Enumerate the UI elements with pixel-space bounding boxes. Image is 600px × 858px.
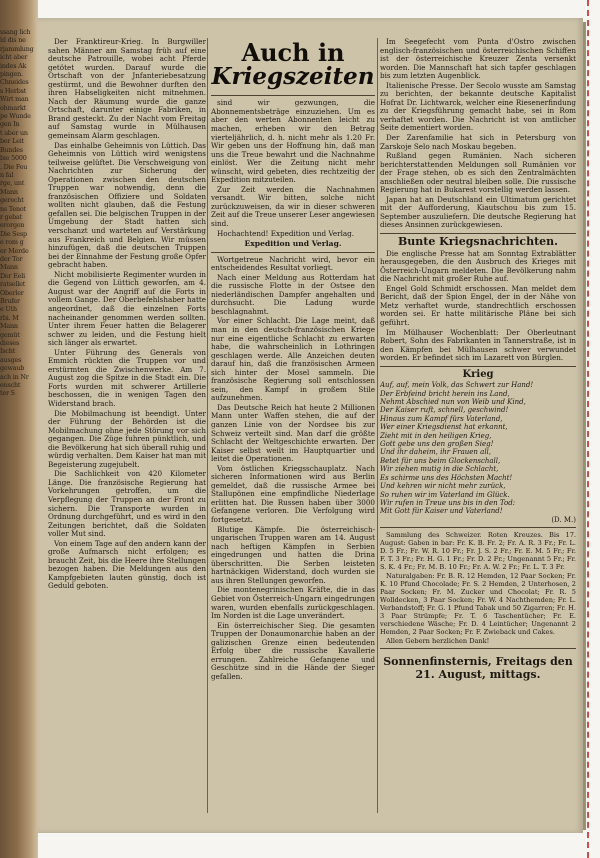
article-paragraph: Nach einer Meldung aus Rotterdam hat die russische Flotte in der Ostsee den niederländischen Dampfer angehalten und durchsucht. Die Ladung wurde beschlagnahmt. [211,272,375,316]
poem-line: Wir rufen in Treue uns bis in den Tod: [380,498,516,507]
previous-page-fragment: Chneides [0,78,29,87]
crop-guide-line [587,0,589,858]
masthead [211,40,375,89]
previous-page-fragment: Oberler [0,288,24,297]
divider [380,527,576,528]
article-paragraph: Unter Führung des Generals von Emmich rückten die Truppen vor und erstürmten die Zwischenwerke. Am 7. August zog die Spitze in die Stadt ein. Die Forts wurden mit schwerer Artillerie beschossen, die in wenigen Tagen den Widerstand brach. [48,347,206,408]
previous-page-fragment: enscht [0,381,21,390]
masthead-line-1: Auch in [241,38,345,67]
poem-line: Zieht mit in den heiligen Krieg, [380,431,492,440]
notice-paragraph: sind wir gezwungen, die Abonnementsbeträge einzuziehen. Um es aber den werten Abonnenten leicht zu machen, erheben wir den Betrag vierteljährlich, d. h. nicht mehr als 1.20 Fr. Wir geben uns der Hoffnung hin, daß man uns die Treue bewahrt und die Nachnahme einlöst. Wer die Zeitung nicht mehr wünscht, wird gebeten, dies rechtzeitig der Expedition mitzuteilen. [211,98,375,185]
column-rule [377,38,378,813]
previous-page-fragment: n fal [0,170,14,179]
article-paragraph: Italienische Presse. Der Secolo wusste am Samstag zu berichten, der bekannte deutsche Kapitalist Hofrat Dr. Lichtwarck, welcher eine Riesenerfindung zu der Kriegsführung gemacht habe, sei in Rom verhaftet worden. Die Nachricht ist von amtlicher Seite dementiert worden. [380,80,576,133]
divider [380,648,576,649]
previous-page-fragment: gerecht [0,196,24,205]
poem-line: Und ihr daheim, ihr Frauen all, [380,448,492,457]
previous-page-fragment: Mann [0,322,18,331]
divider [380,233,576,234]
previous-page-fragment: gen In [0,120,20,129]
previous-page-fragment: t aber un [0,128,28,137]
article-paragraph: Die englische Presse hat am Sonntag Extrablätter herausgegeben, die den Ausbruch des Krieges mit Österreich-Ungarn meldeten. Die Bevölkerung nahm die Nachricht mit großer Ruhe auf. [380,248,576,284]
donation-list-paragraph: Sammlung des Schweizer. Roten Kreuzes. Bis 17. August: Gaben in bar: Fr. K. B. Fr. 2; Fr. A. R. 3 Fr.; Fr. L. D. 5 Fr.; Fr. W. R. 10 Fr.; Fr. J. S. 2 Fr.; Fr. E. M. 5 Fr.; Fr. F. T. 3 Fr.; Fr. H. G. 1 Fr.; Fr. D. 2 Fr.; Ungenannt 5 Fr.; Fr. S. K. 4 Fr.; Fr. M. B. 10 Fr.; Fr. A. W. 2 Fr.; Fr. L. T. 3 Fr. [380,531,576,572]
article-paragraph: Die montenegrinischen Kräfte, die in das Gebiet von Österreich-Ungarn eingedrungen waren, wurden ebenfalls zurückgeschlagen. Im Norden ist die Lage unverändert. [211,585,375,621]
previous-page-fragment: Die Sesp [0,229,27,238]
bottom-headline: Sonnenfinsternis, Freitags den 21. August, mittags. [383,655,573,682]
previous-page-fragment: Mann [0,263,18,272]
previous-page-fragment: der Tor [0,254,23,263]
article-paragraph: Das Deutsche Reich hat heute 2 Millionen Mann unter Waffen stehen, die auf der ganzen Linie von der Nordsee bis zur Schweiz verteilt sind. Man darf die größte Schlacht der Weltgeschichte erwarten. Der Kaiser selbst weilt im Hauptquartier und leitet die Operationen. [211,402,375,464]
column-1 [48,38,206,823]
article-paragraph: Wortgetreue Nachricht wird, bevor ein entscheidendes Resultat vorliegt. [211,254,375,273]
previous-page-fragment: erorgen [0,221,25,230]
section-heading: Bunte Kriegsnachrichten. [397,235,558,249]
article-paragraph: Rußland gegen Rumänien. Nach sicheren berichterstattenden Meldungen soll Rumänien vor der Frage stehen, ob es sich den Zentralmächten anschließen oder neutral bleiben solle. Die russische Regierung hat in Bukarest vorstellig werden lassen. [380,151,576,195]
section-heading: Expedition und Verlag. [244,239,342,249]
poem-title: Krieg [462,368,494,380]
previous-page-fragment: e rom g [0,238,24,247]
poem-line: Nehmt Abschied nun von Weib und Kind, [380,398,526,407]
poem-signature: (D. M.) [551,515,576,524]
previous-page-fragment: Brufer [0,297,20,305]
masthead-line-2: Kriegszeiten [211,63,375,91]
article-paragraph: Der Franktireur-Krieg. In Burgwiller sahen Männer am Samstag früh auf eine deutsche Patrouille, wobei acht Pferde getötet wurden. Darauf wurde die Ortschaft von der Jnfanteriebesatzung gestürmt, und die Bewohner durften den ihren Habseligkeiten nicht mitnehmen. Nach der Räumung wurde die ganze Ortschaft, darunter einige Fabriken, in Brand gesteckt. Zu der Nacht vom Freitag auf Samstag wurde in Mülhausen gemeinsam Alarm geschlagen. [48,38,206,141]
poem-line: Mit Gott für Kaiser und Vaterland! [380,507,503,516]
previous-page-fragment: pe Wunde [0,112,31,121]
poem-line: So ruhen wir im Vaterland im Glück. [380,490,510,499]
previous-page-fragment: ach in Nr [0,372,29,381]
previous-page-fragment: Mann [0,187,18,196]
column-2 [211,38,375,823]
article-paragraph: Vor einer Schlacht. Die Lage meint, daß man in den deutsch-französischen Kriege nur eine eigentliche Schlacht zu erwarten habe, die wahrscheinlich in Lothringen geschlagen werde. Alle Anzeichen deuten darauf hin, daß die französischen Armeen sich hinter der Mosel sammeln. Die französische Regierung soll entschlossen sein, den Kampf in großem Stile aufzunehmen. [211,316,375,403]
divider [211,252,375,253]
previous-page-margin [0,28,38,818]
previous-page-fragment: indes Ak [0,61,27,70]
article-paragraph: Die Mobilmachung ist beendigt. Unter der Führung der Behörden ist die Mobilmachung ohne jede Störung vor sich gegangen. Die Züge fuhren pünktlich, und die Bevölkerung hat sich überall ruhig und würdig verhalten. Dem Kaiser hat man mit Begeisterung zugejubelt. [48,408,206,469]
column-rule [207,38,208,813]
poem [380,381,576,516]
previous-page-fragment: rge, unt [0,179,25,188]
previous-page-fragment: r gebat [0,212,23,221]
previous-page-fragment: rbi. M [0,313,19,322]
poem-line: Der Erbfeind bricht herein ins Land, [380,389,510,398]
poem-line: Und kehren wir nicht mehr zurück, [380,482,506,491]
previous-page-fragment: ber Leit [0,137,24,146]
article-paragraph: Die Sachlichkeit von 420 Kilometer Länge. Die französische Regierung hat Vorkehrungen getroffen, um die Verpflegung der Truppen an der Front zu sichern. Die Transporte wurden in Ordnung durchgeführt, und es wird in den Zeitungen berichtet, daß die Soldaten voller Mut sind. [48,469,206,539]
divider [380,366,576,367]
poem-line: Auf, auf, mein Volk, das Schwert zur Hand! [380,381,534,390]
poem-line: Wer einer Kriegsdienst hat erkannt, [380,423,508,432]
previous-page-fragment: . Die Feu [0,162,28,171]
previous-page-fragment: s Herbst [0,86,27,95]
column-3 [380,38,576,823]
notice-paragraph: Hochachtend! Expedition und Verlag. [217,228,355,238]
newspaper-page [38,18,583,833]
poem-line: Hinaus zum Kampf fürs Vaterland, [380,414,503,423]
previous-page-fragment: gemüt [0,330,20,339]
previous-page-fragment: ssang lich [0,28,31,36]
poem-line: Gott gebe uns den großen Sieg! [380,440,494,449]
article-paragraph: Im Seegefecht vom Punta d'Ostro zwischen englisch-französischen und österreichischen Schiffen ist der österreichische Kreuzer Zenta versenkt worden. Die Mannschaft hat sich tapfer geschlagen bis zum letzten Augenblick. [380,38,576,81]
previous-page-fragment: ld dis ne [0,36,26,45]
poem-line: Betet für uns beim Glockenschall, [380,456,501,465]
article-paragraph: Blutige Kämpfe. Die österreichisch-ungarischen Truppen waren am 14. August nach heftigen Kämpfen in Serbien eingedrungen und hatten die Drina überschritten. Die Serben leisteten hartnäckigen Widerstand, doch wurden sie aus ihren Stellungen geworfen. [211,524,375,585]
article-paragraph: Nicht mobilisierte Regimenter wurden in die Gegend von Lüttich geworfen, am 4. August war der Angriff auf die Forts in vollem Gange. Der Oberbefehlshaber hatte angeordnet, daß die einzelnen Forts nacheinander genommen werden sollten. Unter ihrem Feuer hatten die Belagerer schwer zu leiden, und die Festung hielt sich länger als erwartet. [48,269,206,348]
previous-page-fragment: ausges [0,355,22,364]
article-paragraph: Das einhalbe Geheimnis von Lüttich. Das Geheimnis von Lüttich wird wenigstens teilweise gelüftet. Die Verschweigung von Nachrichten zur Sicherung der Operationen zwischen den deutschen Truppen war notwendig, denn die französischen Offiziere und Soldaten wollten nicht glauben, daß die Festung gefallen sei. Die belgischen Truppen in der Umgebung der Stadt hatten sich verschanzt und warteten auf Verstärkung aus Frankreich und Belgien. Wir müssen hinzufügen, daß die deutschen Truppen bei der Einnahme der Festung große Opfer gebracht haben. [48,140,206,270]
previous-page-fragment: er Merde [0,246,29,255]
previous-page-fragment: Bundes [0,145,23,154]
previous-page-fragment: Der Eeli [0,271,25,280]
donation-list-paragraph: Allen Gebern herzlichen Dank! [386,637,490,646]
previous-page-fragment: rjammlung [0,44,34,53]
page-edge [583,22,586,830]
previous-page-fragment: ns Tenot [0,204,26,213]
poem-line: Es schirme uns des Höchsten Macht! [380,473,513,482]
article-paragraph: Ein österreichischer Sieg. Die gesamten Truppen der Donaumonarchie haben an der galizischen Grenze einen bedeutenden Erfolg über die russische Kavallerie errungen. Zahlreiche Gefangene und Geschütze sind in die Hände der Sieger gefallen. [211,620,375,681]
previous-page-fragment: Wirt man [0,95,29,104]
article-paragraph: Engel Gold Schmidt erschossen. Man meldet dem Bericht, daß der Spion Engel, der in der Nähe von Metz verhaftet wurde, standrechtlich erschossen worden sei. Er hatte militärische Pläne bei sich geführt. [380,283,576,327]
previous-page-fragment: ter S [0,389,15,398]
previous-page-fragment: gewaub [0,364,25,373]
previous-page-fragment: icht aber [0,53,28,62]
divider [211,95,375,96]
previous-page-fragment: ratsellet [0,280,26,289]
donation-list-paragraph: Naturalgaben: Fr. B. R. 12 Hemden, 12 Paar Socken; Fr. K. 10 Pfund Chocolade; Fr. S. 2 Hemden, 2 Unterhosen, 2 Paar Socken; Fr. M. Zucker und Chocolat; Fr. R. 5 Wolldecken, 3 Paar Socken; Fr. W. 4 Nachthemden; Fr. L. Verbandstoff; Fr. G. 1 Pfund Tabak und 50 Zigarren; Fr. H. 3 Paar Strümpfe; Fr. T. 6 Taschentücher; Fr. E. verschiedene Wäsche; Fr. D. 4 Leintücher; Ungenannt 2 Hemden, 2 Paar Socken; Fr. F. Zwieback und Cakes. [380,572,576,637]
article-paragraph: Im Mülhauser Wochenblatt: Der Oberleutnant Robert, Sohn des Fabrikanten in Tannerstraße, ist in den Kämpfen bei Mülhausen schwer verwundet worden. Er befindet sich im Lazarett von Bürglen. [380,327,576,363]
previous-page-fragment: dieses [0,339,20,348]
poem-line: Der Kaiser ruft, schnell, geschwind! [380,406,509,415]
article-paragraph: Japan hat an Deutschland ein Ultimatum gerichtet mit der Aufforderung, Kiautschou bis zum 15. September auszuliefern. Die deutsche Regierung hat dieses Ansinnen zurückgewiesen. [380,194,576,230]
previous-page-fragment: ohmarkt [0,103,26,112]
previous-page-fragment: bie 5000 [0,154,27,163]
previous-page-fragment: Ischt [0,347,16,356]
poem-line: Wir ziehen mutig in die Schlacht, [380,465,499,474]
article-paragraph: Der Zarenfamilie hat sich in Petersburg von Zarskoje Selo nach Moskau begeben. [380,133,576,151]
notice-paragraph: Zur Zeit werden die Nachnahmen versandt. Wir bitten, solche nicht zurückzuweisen, da wir in dieser schweren Zeit auf die Treue unserer Leser angewiesen sind. [211,184,375,228]
article-paragraph: Von einem Tage auf den andern kann der große Aufmarsch nicht erfolgen; es braucht Zeit, bis die Heere ihre Stellungen bezogen haben. Die Meldungen aus den Kampfgebieten lauten günstig, doch ist Geduld geboten. [48,538,206,591]
previous-page-fragment: pingen. [0,70,23,79]
previous-page-fragment: e Uth [0,305,17,314]
article-paragraph: Vom östlichen Kriegsschauplatz. Nach sicheren Informationen wird aus Berlin gemeldet, daß die russische Armee bei Stallupönen eine empfindliche Niederlage erlitten hat. Die Russen haben über 3000 Gefangene verloren. Die Verfolgung wird fortgesetzt. [211,463,375,525]
